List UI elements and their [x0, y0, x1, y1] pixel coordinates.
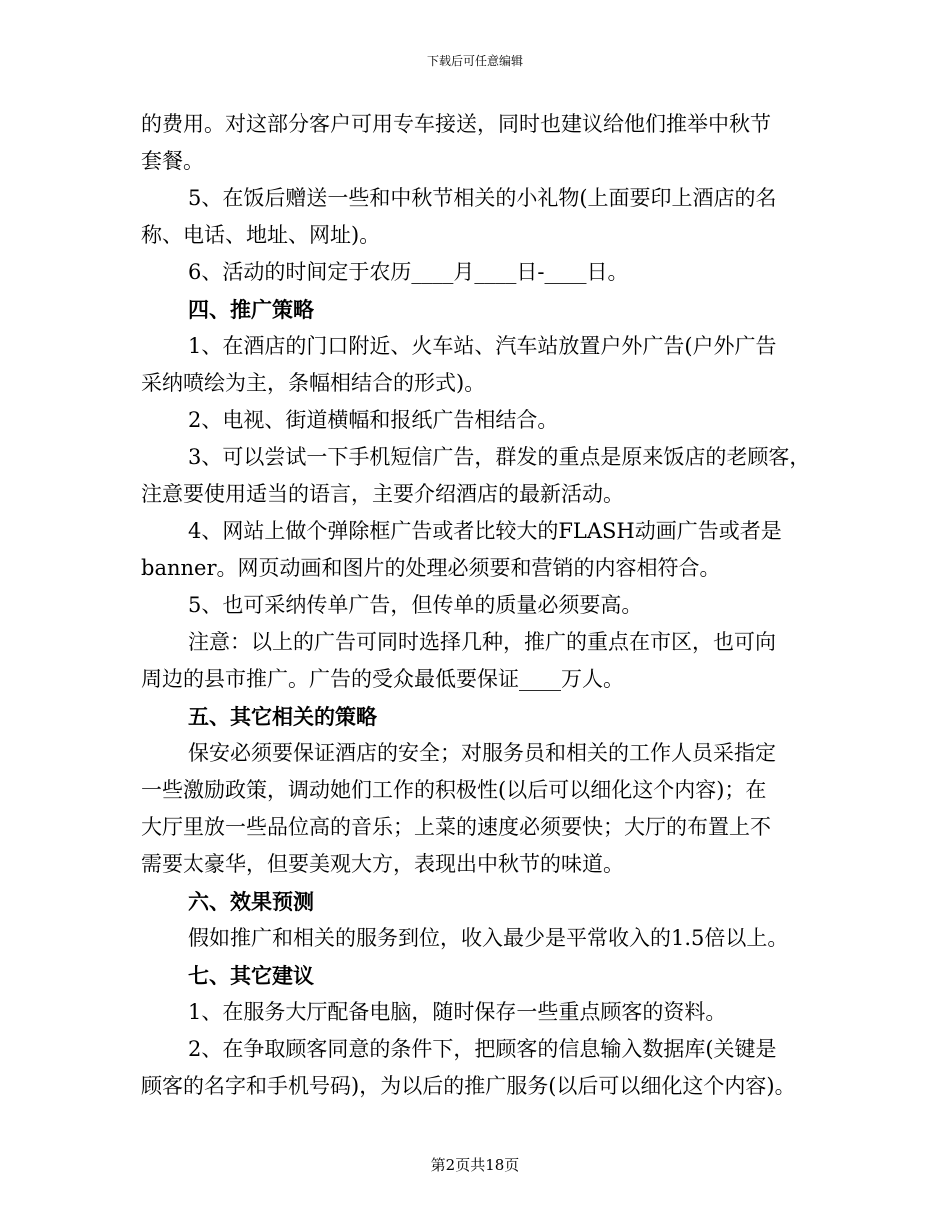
paragraph-line: 1、在酒店的门口附近、火车站、汽车站放置户外广告(户外广告	[188, 334, 777, 358]
paragraph-line: 一些激励政策，调动她们工作的积极性(以后可以细化这个内容)；在	[141, 778, 767, 802]
paragraph-line: 假如推广和相关的服务到位，收入最少是平常收入的1.5倍以上。	[188, 926, 789, 950]
paragraph-line: 保安必须要保证酒店的安全；对服务员和相关的工作人员采指定	[188, 741, 776, 765]
paragraph-line: 需要太豪华，但要美观大方，表现出中秋节的味道。	[141, 852, 624, 876]
paragraph-line: 5、也可采纳传单广告，但传单的质量必须要高。	[188, 593, 643, 617]
paragraph-line: 周边的县市推广。广告的受众最低要保证____万人。	[141, 667, 624, 691]
paragraph-line: 注意：以上的广告可同时选择几种，推广的重点在市区，也可向	[188, 630, 776, 654]
paragraph-line: 大厅里放一些品位高的音乐；上菜的速度必须要快；大厅的布置上不	[141, 815, 771, 839]
paragraph-line: 套餐。	[141, 149, 204, 173]
paragraph-line: 采纳喷绘为主，条幅相结合的形式)。	[141, 371, 486, 395]
paragraph-line: 的费用。对这部分客户可用专车接送，同时也建议给他们推举中秋节	[141, 112, 771, 136]
paragraph-line: 5、在饭后赠送一些和中秋节相关的小礼物(上面要印上酒店的名	[188, 186, 777, 210]
page-header	[0, 52, 950, 70]
paragraph-line: 2、在争取顾客同意的条件下，把顾客的信息输入数据库(关键是	[188, 1037, 777, 1061]
page-footer	[0, 1154, 950, 1176]
document-body	[141, 106, 821, 1105]
section-heading: 六、效果预测	[188, 889, 314, 914]
paragraph-line: 顾客的名字和手机号码)，为以后的推广服务(以后可以细化这个内容)。	[141, 1074, 796, 1098]
paragraph-line: 称、电话、地址、网址)。	[141, 223, 381, 247]
paragraph-line: 3、可以尝试一下手机短信广告，群发的重点是原来饭店的老顾客，	[188, 445, 811, 469]
paragraph-line: banner。网页动画和图片的处理必须要和营销的内容相符合。	[141, 556, 721, 580]
paragraph-line: 注意要使用适当的语言，主要介绍酒店的最新活动。	[141, 482, 624, 506]
download-note: 下载后可任意编辑	[426, 54, 523, 68]
paragraph-line: 2、电视、街道横幅和报纸广告相结合。	[188, 408, 559, 432]
section-heading: 五、其它相关的策略	[188, 704, 377, 729]
page-number: 第2页共18页	[430, 1156, 520, 1174]
section-heading: 四、推广策略	[188, 297, 314, 322]
paragraph-line: 1、在服务大厅配备电脑，随时保存一些重点顾客的资料。	[188, 1000, 727, 1024]
paragraph-line: 6、活动的时间定于农历____月____日-____日。	[188, 260, 629, 284]
section-heading: 七、其它建议	[188, 963, 314, 988]
paragraph-line: 4、网站上做个弹除框广告或者比较大的FLASH动画广告或者是	[188, 519, 782, 543]
